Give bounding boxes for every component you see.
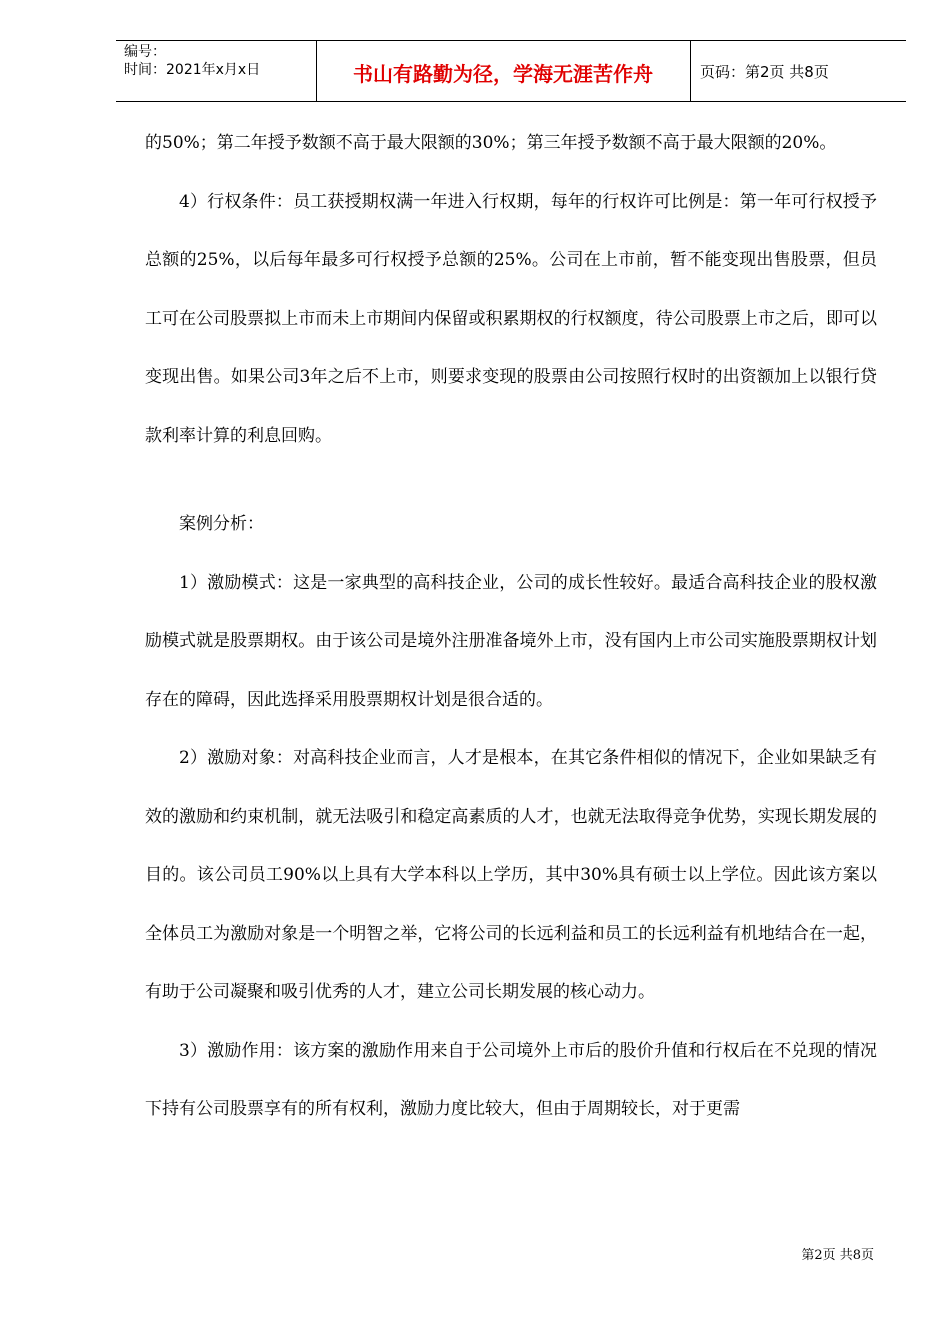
paragraph-spacer: [145, 465, 877, 495]
paragraph-incentive-targets: 2）激励对象：对高科技企业而言，人才是根本，在其它条件相似的情况下，企业如果缺乏有效的激励和约束机制，就无法吸引和稳定高素质的人才，也就无法取得竞争优势，实现长期发展的目的。该公司员工90%以上具有大学本科以上学历，其中30%具有硕士以上学位。因此该方案以全体员工为激励对象是一个明智之举，它将公司的长远利益和员工的长远利益有机地结合在一起，有助于公司凝聚和吸引优秀的人才，建立公司长期发展的核心动力。: [145, 748, 877, 1002]
page-header: [116, 40, 906, 102]
section-heading-case-analysis: 案例分析：: [179, 514, 264, 534]
document-body: [145, 114, 877, 1139]
header-meta-cell: [116, 41, 317, 101]
document-date-label: 时间：2021年x月x日: [124, 62, 261, 78]
paragraph-incentive-effect: 3）激励作用：该方案的激励作用来自于公司境外上市后的股价升值和行权后在不兑现的情况下持有公司股票享有的所有权利，激励力度比较大，但由于周期较长，对于更需: [145, 1040, 877, 1119]
paragraph-grant-limits: 的50%；第二年授予数额不高于最大限额的30%；第三年授予数额不高于最大限额的20%。: [145, 133, 837, 153]
header-motto: 书山有路勤为径，学海无涯苦作舟: [353, 62, 653, 86]
paragraph-exercise-conditions: 4）行权条件：员工获授期权满一年进入行权期，每年的行权许可比例是：第一年可行权授予总额的25%，以后每年最多可行权授予总额的25%。公司在上市前，暂不能变现出售股票，但员工可在公司股票拟上市而未上市期间内保留或积累期权的行权额度，待公司股票上市之后，即可以变现出售。如果公司3年之后不上市，则要求变现的股票由公司按照行权时的出资额加上以银行贷款利率计算的利息回购。: [145, 191, 877, 446]
header-page-cell: [690, 41, 906, 101]
document-number-label: 编号：: [124, 44, 166, 60]
page-footer-number: 第2页 共8页: [801, 1248, 874, 1263]
header-motto-cell: [316, 41, 691, 101]
paragraph-incentive-mode: 1）激励模式：这是一家典型的高科技企业，公司的成长性较好。最适合高科技企业的股权激励模式就是股票期权。由于该公司是境外注册准备境外上市，没有国内上市公司实施股票期权计划存在的障碍，因此选择采用股票期权计划是很合适的。: [145, 572, 877, 710]
header-page-number: 页码：第2页 共8页: [700, 63, 829, 81]
